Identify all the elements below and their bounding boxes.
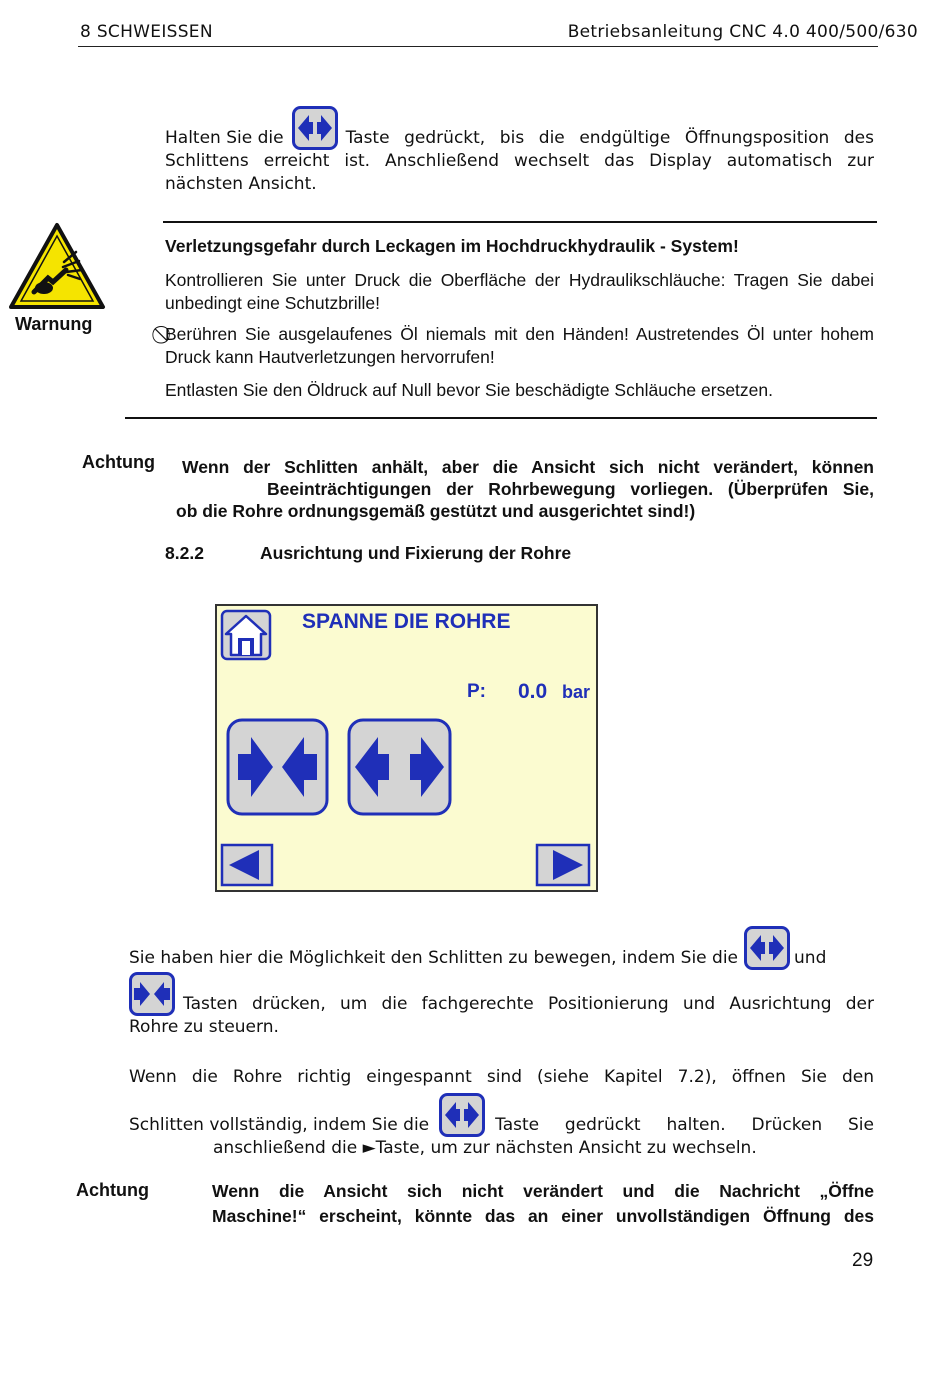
body-line-1-end: und xyxy=(794,948,827,968)
notice-1-label: Achtung xyxy=(82,452,155,472)
pressure-value: 0.0 xyxy=(518,680,548,703)
hydraulic-leak-warning-icon xyxy=(8,222,106,310)
body-line-4: Wenn die Rohre richtig eingespannt sind (siehe Kapitel 7.2), öffnen Sie den xyxy=(129,1067,874,1087)
intro-line-2: Schlittens erreicht ist. Anschließend wechselt das Display automatisch zur xyxy=(165,151,874,171)
close-slide-inline-icon xyxy=(129,972,175,1016)
pressure-label: P: xyxy=(467,681,486,702)
notice-2-line-1: Wenn die Ansicht sich nicht verändert und die Nachricht „Öffne xyxy=(212,1181,874,1201)
intro-text-before-icon: Halten Sie die xyxy=(165,128,284,148)
section-title: Ausrichtung und Fixierung der Rohre xyxy=(260,543,572,563)
warning-title: Verletzungsgefahr durch Leckagen im Hochdruckhydraulik - System! xyxy=(165,236,739,256)
home-button[interactable] xyxy=(222,611,270,659)
body-line-6: anschließend die ►Taste, um zur nächsten Ansicht zu wechseln. xyxy=(213,1138,757,1158)
open-slide-button-icon xyxy=(292,106,338,150)
body-line-1-text: Sie haben hier die Möglichkeit den Schlitten zu bewegen, indem Sie die xyxy=(129,948,739,968)
close-clamp-button[interactable] xyxy=(228,720,327,814)
page-number: 29 xyxy=(852,1250,874,1271)
header-manual-title: Betriebsanleitung CNC 4.0 400/500/630 xyxy=(567,22,918,42)
body-line-2-text: Tasten drücken, um die fachgerechte Positionierung und Ausrichtung der xyxy=(183,994,874,1014)
notice-1-line-3: ob die Rohre ordnungsgemäß gestützt und ausgerichtet sind!) xyxy=(176,501,696,521)
body-paragraph-1 xyxy=(129,924,874,1039)
warning-label: Warnung xyxy=(15,314,93,334)
body-line-3: Rohre zu steuern. xyxy=(129,1017,279,1037)
warning-bottom-rule xyxy=(125,417,877,419)
next-view-button[interactable] xyxy=(537,845,589,885)
warning-top-rule xyxy=(163,221,877,223)
clamp-tubes-screen xyxy=(215,604,598,892)
body-line-5-after: Taste gedrückt halten. Drücken Sie xyxy=(495,1115,874,1135)
notice-1-line-2: Beeinträchtigungen der Rohrbewegung vorliegen. (Überprüfen Sie, xyxy=(267,479,874,499)
previous-view-button[interactable] xyxy=(222,845,272,885)
intro-line-3: nächsten Ansicht. xyxy=(165,174,317,194)
warning-paragraph-1: Kontrollieren Sie unter Druck die Oberfläche der Hydraulikschläuche: Tragen Sie dabei unbedingt eine Schutzbrille! xyxy=(165,270,874,313)
warning-paragraph-2: Berühren Sie ausgelaufenes Öl niemals mit den Händen! Austretendes Öl unter hohem Druck kann Hautverletzungen hervorrufen! xyxy=(165,324,874,367)
open-slide-inline-icon-2 xyxy=(439,1093,485,1137)
warning-paragraph-3: Entlasten Sie den Öldruck auf Null bevor Sie beschädigte Schläuche ersetzen. xyxy=(165,380,773,400)
header-rule xyxy=(78,46,878,47)
body-line-5-before: Schlitten vollständig, indem Sie die xyxy=(129,1115,430,1135)
intro-paragraph xyxy=(165,104,874,196)
open-slide-inline-icon xyxy=(744,926,790,970)
screen-title: SPANNE DIE ROHRE xyxy=(302,610,511,633)
open-clamp-button[interactable] xyxy=(349,720,450,814)
notice-2-label: Achtung xyxy=(76,1180,149,1200)
pressure-unit: bar xyxy=(562,682,591,702)
intro-text-after-icon: Taste gedrückt, bis die endgültige Öffnungsposition des xyxy=(345,128,874,148)
notice-1-line-1: Wenn der Schlitten anhält, aber die Ansicht sich nicht verändert, können xyxy=(182,457,874,477)
section-number: 8.2.2 xyxy=(165,543,204,563)
header-chapter: 8 SCHWEISSEN xyxy=(80,22,213,42)
body-paragraph-2 xyxy=(129,1066,874,1160)
notice-2-line-2: Maschine!“ erscheint, könnte das an einer unvollständigen Öffnung des xyxy=(212,1206,874,1226)
